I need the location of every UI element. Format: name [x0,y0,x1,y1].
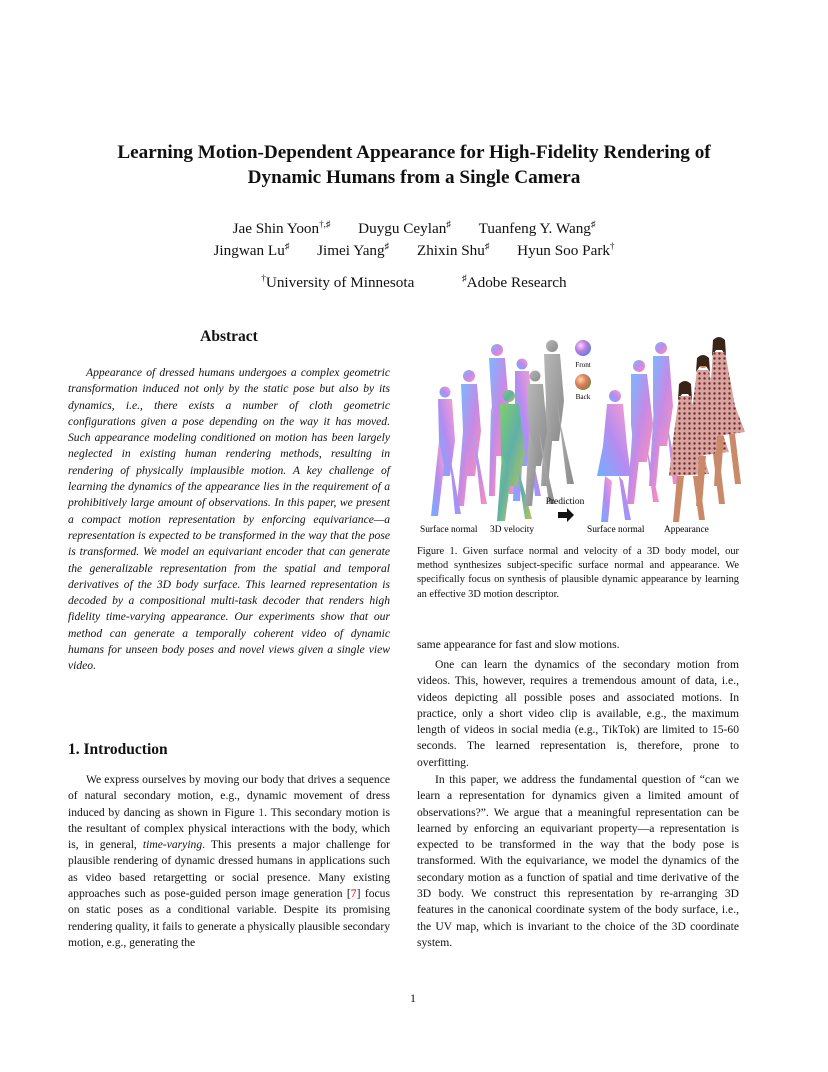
prediction-label: Prediction [545,497,585,507]
grey-body-figures [525,340,574,506]
right-paragraph-1: same appearance for fast and slow motions. [417,638,620,651]
front-normal-sphere [575,340,591,356]
author: Tuanfeng Y. Wang♯ [478,219,596,238]
label-3d-velocity: 3D velocity [490,525,535,535]
label-surface-normal-output: Surface normal [587,525,645,535]
authors-row-1 [60,219,768,238]
citation-link[interactable]: 7 [350,887,357,901]
affiliation: †University of Minnesota [261,273,415,292]
label-surface-normal-input: Surface normal [420,525,478,535]
abstract-heading: Abstract [200,328,258,345]
label-appearance: Appearance [664,525,709,535]
author: Hyun Soo Park† [517,241,615,260]
figure-1-caption: Figure 1. Given surface normal and velocity of a 3D body model, our method synthesizes subject-specific surface normal and appearance. We specifically focus on synthesis of plausible dynamic appearance by learning an effective 3D motion descriptor. [417,546,739,600]
section-heading-introduction: 1. Introduction [68,741,168,758]
figure-reference-link[interactable]: 1 [258,805,265,819]
back-label: Back [575,393,591,401]
figure-1 [417,336,759,536]
author: Duygu Ceylan♯ [358,219,451,238]
intro-paragraph: We express ourselves by moving our body that drives a sequence of natural secondary motion, e.g., dynamic movement of dress induced by dancing as shown in Figure 1. This secondary motion is the resultant of complex physical interactions with the body, which is, in general, time-varying. This presents a major challenge for plausible rendering of dynamic dressed humans in applications such as video based retargetting or social presence. Many existing approaches such as pose-guided person image generation [7] focus on static poses as a conditional variable. Despite its promising rendering quality, it fails to generate a physically plausible secondary motion, e.g., generating the [68,773,390,949]
title-line-2: Dynamic Humans from a Single Camera [247,167,581,188]
prediction-arrow-icon [558,508,574,522]
abstract-text: Appearance of dressed humans undergoes a complex geometric transformation induced not only by the static pose but also by its dynamics, i.e., there exists a number of cloth geometric configurations given a pose depending on the way it has moved. Such appearance modeling conditioned on motion has been largely neglected in existing human rendering methods, resulting in rendering of physically implausible motion. A key challenge of learning the dynamics of the appearance lies in the requirement of a prohibitively large amount of observations. In this paper, we present a compact motion representation by enforcing equivariance—a representation is expected to be transformed in the way that the pose is transformed. We model an equivariant encoder that can generate the generalizable representation from the spatial and temporal derivatives of the 3D body surface. This learned representation is decoded by a compositional multi-task decoder that renders high fidelity time-varying appearance. Our experiments show that our method can generate a temporally coherent video of dynamic humans for unseen body poses and novel views given a single view video. [68,366,390,673]
paper-title [60,140,768,190]
author: Jae Shin Yoon†,♯ [232,219,331,238]
right-paragraph-2: One can learn the dynamics of the secondary motion from videos. This, however, requires a tremendous amount of data, i.e., videos depicting all possible poses and associated motions. In practice, only a short video clip is available, e.g., the maximum length of videos in social media (e.g., TikTok) are limited to 15-60 seconds. The learned representation is, therefore, prone to overfitting. [417,658,739,769]
page-number: 1 [410,991,416,1005]
front-label: Front [575,361,591,369]
authors-row-2 [60,241,768,260]
author: Jingwan Lu♯ [213,241,290,260]
affiliations [60,273,768,292]
surface-normal-input-figures [431,344,541,516]
right-paragraph-3: In this paper, we address the fundamental question of “can we learn a representation for dynamics given a limited amount of observations?”. We argue that a meaningful representation can be learned by enforcing an equivariant property—a representation is expected to be transformed in the way that the body pose is transformed. With the equivariance, we model the dynamics of the secondary motion as a function of spatial and time derivative of the 3D body. We construct this representation by re-arranging 3D features in the canonical coordinate system of the body surface, i.e., the UV map, which is invariant to the choice of the 3D coordinate system. [417,773,739,949]
author: Zhixin Shu♯ [416,241,490,260]
figure-1-illustration [417,336,759,536]
back-normal-sphere [575,374,591,390]
title-line-1: Learning Motion-Dependent Appearance for High-Fidelity Rendering of [117,142,711,163]
affiliation: ♯Adobe Research [462,273,567,292]
predicted-appearance-figures [669,337,745,522]
predicted-surface-normal-figures [597,342,679,522]
author: Jimei Yang♯ [317,241,390,260]
